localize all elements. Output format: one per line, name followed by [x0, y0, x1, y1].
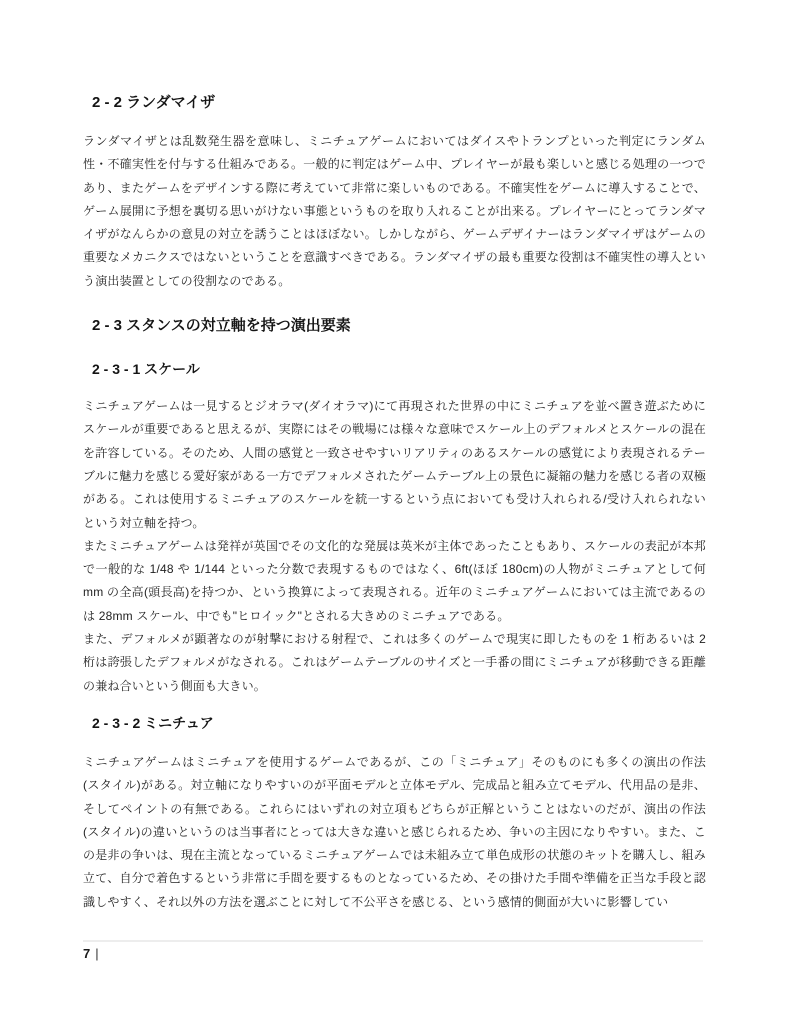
- paragraph-scale-1: ミニチュアゲームは一見するとジオラマ(ダイオラマ)にて再現された世界の中にミニチュアを並べ置き遊ぶためにスケールが重要であると思えるが、実際にはその戦場には様々な意味でスケール上のデフォルメとスケールの混在を許容している。そのため、人間の感覚と一致させやすいリアリティのあるスケールの感覚により表現されるテーブルに魅力を感じる愛好家がある一方でデフォルメされたゲームテーブル上の景色に凝縮の魅力を感じる者の双極がある。これは使用するミニチュアのスケールを統一するという点においても受け入れられる/受け入れられないという対立軸を持つ。: [83, 399, 706, 530]
- paragraph-scale-3: また、デフォルメが顕著なのが射撃における射程で、これは多くのゲームで現実に即したものを 1 桁あるいは 2 桁は誇張したデフォルメがなされる。これはゲームテーブルのサイズと一手番の間にミニチュアが移動できる距離の兼ね合いという側面も大きい。: [83, 632, 706, 693]
- heading-2-3-2-miniature: 2 - 3 - 2 ミニチュア: [92, 714, 214, 731]
- heading-2-3-stance-axes: 2 - 3 スタンスの対立軸を持つ演出要素: [92, 317, 351, 335]
- paragraph-group-scale: [83, 395, 706, 698]
- paragraph-miniature: ミニチュアゲームはミニチュアを使用するゲームであるが、この「ミニチュア」そのものにも多くの演出の作法(スタイル)がある。対立軸になりやすいのが平面モデルと立体モデル、完成品と組み立てモデル、代用品の是非、そしてペイントの有無である。これらにはいずれの対立項もどちらが正解ということはないのだが、演出の作法(スタイル)の違いというのは当事者にとっては大きな違いと感じられるため、争いの主因になりやすい。また、この是非の争いは、現在主流となっているミニチュアゲームでは未組み立て単色成形の状態のキットを購入し、組み立て、自分で着色するという非常に手間を要するものとなっているため、その掛けた手間や準備を正当な手段と認識しやすく、それ以外の方法を選ぶことに対して不公平さを感じる、という感情的側面が大いに影響してい: [83, 754, 707, 909]
- page-number: 7: [83, 946, 91, 961]
- heading-2-2-randomizer: 2 - 2 ランダマイザ: [92, 94, 216, 111]
- footer-separator-bar: |: [95, 946, 99, 961]
- paragraph-scale-2: またミニチュアゲームは発祥が英国でその文化的な発展は英米が主体であったこともあり、スケールの表記が本邦で一般的な 1/48 や 1/144 といった分数で表現するものではなく、6ft(ほぼ 180cm)の人物がミニチュアとして何 mm の全高(頭長高)を持つか、という換算によって表現される。近年のミニチュアゲームにおいては主流であるのは 28mm スケール、中でも"ヒロイック"とされる大きめのミニチュアである。: [83, 538, 706, 623]
- paragraph-randomizer: ランダマイザとは乱数発生器を意味し、ミニチュアゲームにおいてはダイスやトランプといった判定にランダム性・不確実性を付与する仕組みである。一般的に判定はゲーム中、プレイヤーが最も楽しいと感じる処理の一つであり、またゲームをデザインする際に考えていて非常に楽しいものである。不確実性をゲームに導入することで、ゲーム展開に予想を裏切る思いがけない事態というものを取り入れることが出来る。プレイヤーにとってランダマイザがなんらかの意見の対立を誘うことはほぼない。しかしながら、ゲームデザイナーはランダマイザはゲームの重要なメカニクスではないということを意識すべきである。ランダマイザの最も重要な役割は不確実性の導入という演出装置としての役割なのである。: [83, 134, 706, 288]
- heading-2-3-1-scale: 2 - 3 - 1 スケール: [92, 361, 200, 378]
- page-footer: [83, 940, 703, 961]
